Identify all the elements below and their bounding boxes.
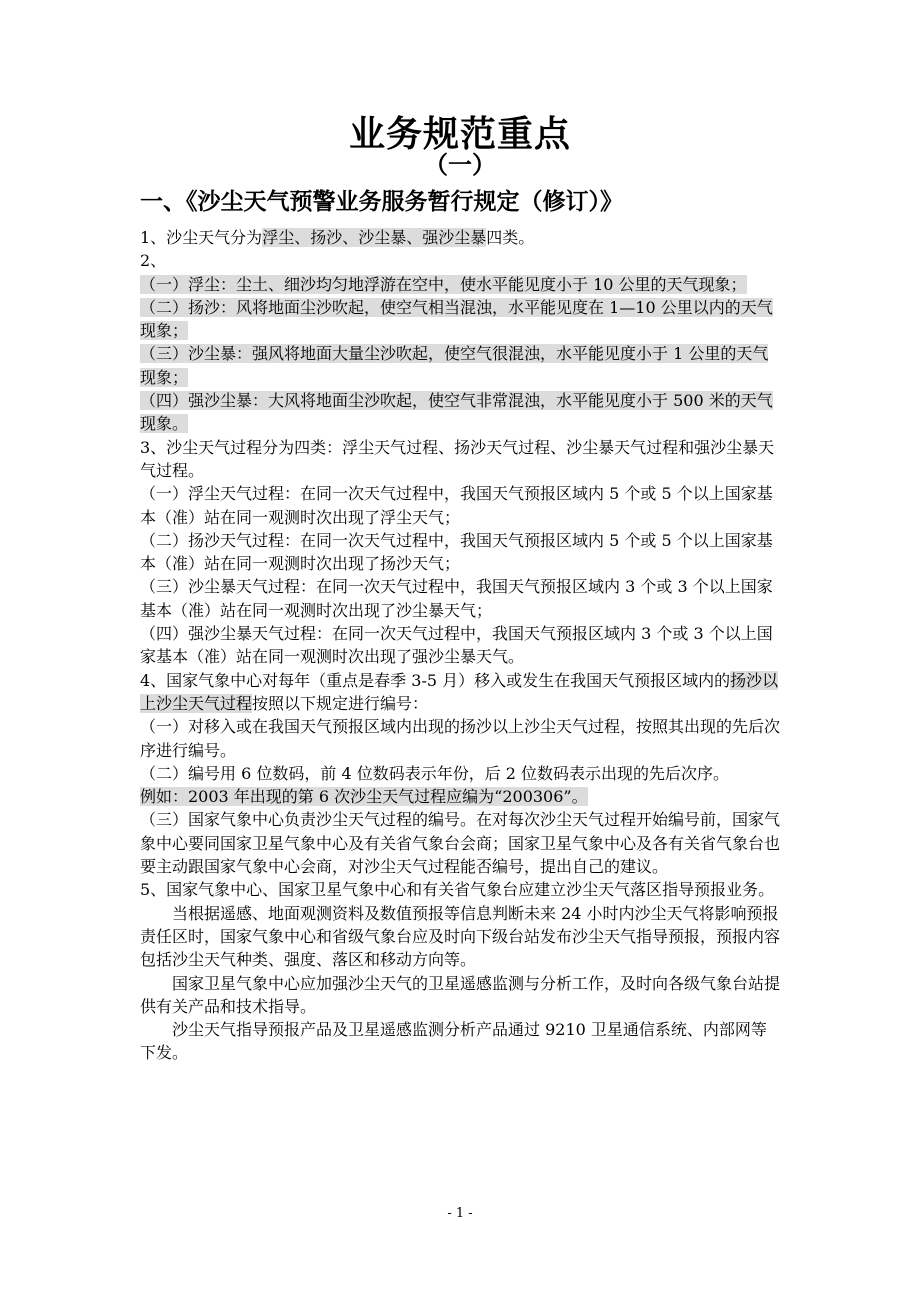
document-title: 业务规范重点: [348, 113, 571, 155]
paragraph-2-item-text: （三）沙尘暴：强风将地面大量尘沙吹起，使空气很混浊，水平能见度小于 1 公里的天气现象；: [140, 344, 769, 387]
paragraph-4-item-3: （三）国家气象中心负责沙尘天气过程的编号。在对每次沙尘天气过程开始编号前，国家气象中心要同国家卫星气象中心及有关省气象台会商；国家卫星气象中心及各有关省气象台也要主动跟国家气象中心会商，对沙尘天气过程能否编号，提出自己的建议。: [140, 810, 781, 877]
paragraph-2-item-text: （一）浮尘：尘土、细沙均匀地浮游在空中，使水平能见度小于 10 公里的天气现象；: [140, 274, 747, 294]
paragraph-1-prefix: 1、沙尘天气分为: [140, 228, 263, 247]
paragraph-2-label: 2、: [140, 251, 167, 271]
paragraph-5-body-2: 国家卫星气象中心应加强沙尘天气的卫星遥感监测与分析工作，及时向各级气象台站提供有关产品和技术指导。: [140, 973, 781, 1016]
paragraph-2-item-text: （四）强沙尘暴：大风将地面尘沙吹起，使空气非常混浊，水平能见度小于 500 米的天气现象。: [140, 391, 773, 434]
paragraph-4-example-highlight: 例如：2003 年出现的第 6 次沙尘天气过程应编为“200306”。: [140, 787, 588, 807]
document-body: [140, 226, 782, 1065]
paragraph-4-highlight: 扬沙以上沙尘天气过程: [140, 670, 779, 713]
paragraph-2-item: [140, 342, 782, 389]
paragraph-4-item-2: （二）编号用 6 位数码，前 4 位数码表示年份，后 2 位数码表示出现的先后次序。: [140, 763, 730, 783]
paragraph-3-intro: 3、沙尘天气过程分为四类：浮尘天气过程、扬沙天气过程、沙尘暴天气过程和强沙尘暴天气过程。: [140, 437, 775, 480]
paragraph-3-item: （二）扬沙天气过程：在同一次天气过程中，我国天气预报区域内 5 个或 5 个以上国家基本（准）站在同一观测时次出现了扬沙天气；: [140, 530, 773, 574]
paragraph-4-prefix: 4、国家气象中心对每年（重点是春季 3-5 月）移入或发生在我国天气预报区域内的: [140, 670, 731, 690]
page-number: - 1 -: [447, 1206, 473, 1221]
paragraph-5-body-3: 沙尘天气指导预报产品及卫星遥感监测分析产品通过 9210 卫星通信系统、内部网等下发。: [140, 1020, 767, 1063]
paragraph-1-suffix: 四类。: [486, 228, 535, 247]
paragraph-5-body-1: 当根据遥感、地面观测资料及数值预报等信息判断未来 24 小时内沙尘天气将影响预报责任区时，国家气象中心和省级气象台应及时向下级台站发布沙尘天气指导预报，预报内容包括沙尘天气种类、强度、落区和移动方向等。: [140, 903, 781, 970]
paragraph-2-item: [140, 296, 782, 343]
paragraph-2-item: [140, 273, 782, 296]
paragraph-3-item: （三）沙尘暴天气过程：在同一次天气过程中，我国天气预报区域内 3 个或 3 个以上国家基本（准）站在同一观测时次出现了沙尘暴天气；: [140, 577, 773, 620]
paragraph-1-highlight: 浮尘、扬沙、沙尘暴、强沙尘暴: [262, 228, 487, 247]
paragraph-3-item: （四）强沙尘暴天气过程：在同一次天气过程中，我国天气预报区域内 3 个或 3 个以上国家基本（准）站在同一观测时次出现了强沙尘暴天气。: [140, 624, 773, 667]
paragraph-4-item-2-example: [140, 785, 782, 808]
paragraph-4-intro: [140, 669, 782, 716]
paragraph-4-item-1: （一）对移入或在我国天气预报区域内出现的扬沙以上沙尘天气过程，按照其出现的先后次序进行编号。: [140, 717, 781, 760]
paragraph-2-item: [140, 389, 782, 436]
paragraph-3-item: （一）浮尘天气过程：在同一次天气过程中，我国天气预报区域内 5 个或 5 个以上国家基本（准）站在同一观测时次出现了浮尘天气；: [140, 484, 773, 527]
section-heading: 一、《沙尘天气预警业务服务暂行规定（修订）》: [140, 188, 623, 215]
document-subtitle: （一）: [424, 150, 496, 179]
paragraph-4-suffix: 按照以下规定进行编号：: [252, 693, 429, 713]
paragraph-5: 5、国家气象中心、国家卫星气象中心和有关省气象台应建立沙尘天气落区指导预报业务。: [140, 880, 775, 900]
paragraph-1: [140, 226, 782, 249]
paragraph-2-item-text: （二）扬沙：风将地面尘沙吹起，使空气相当混浊，水平能见度在 1—10 公里以内的天气现象；: [140, 297, 773, 341]
